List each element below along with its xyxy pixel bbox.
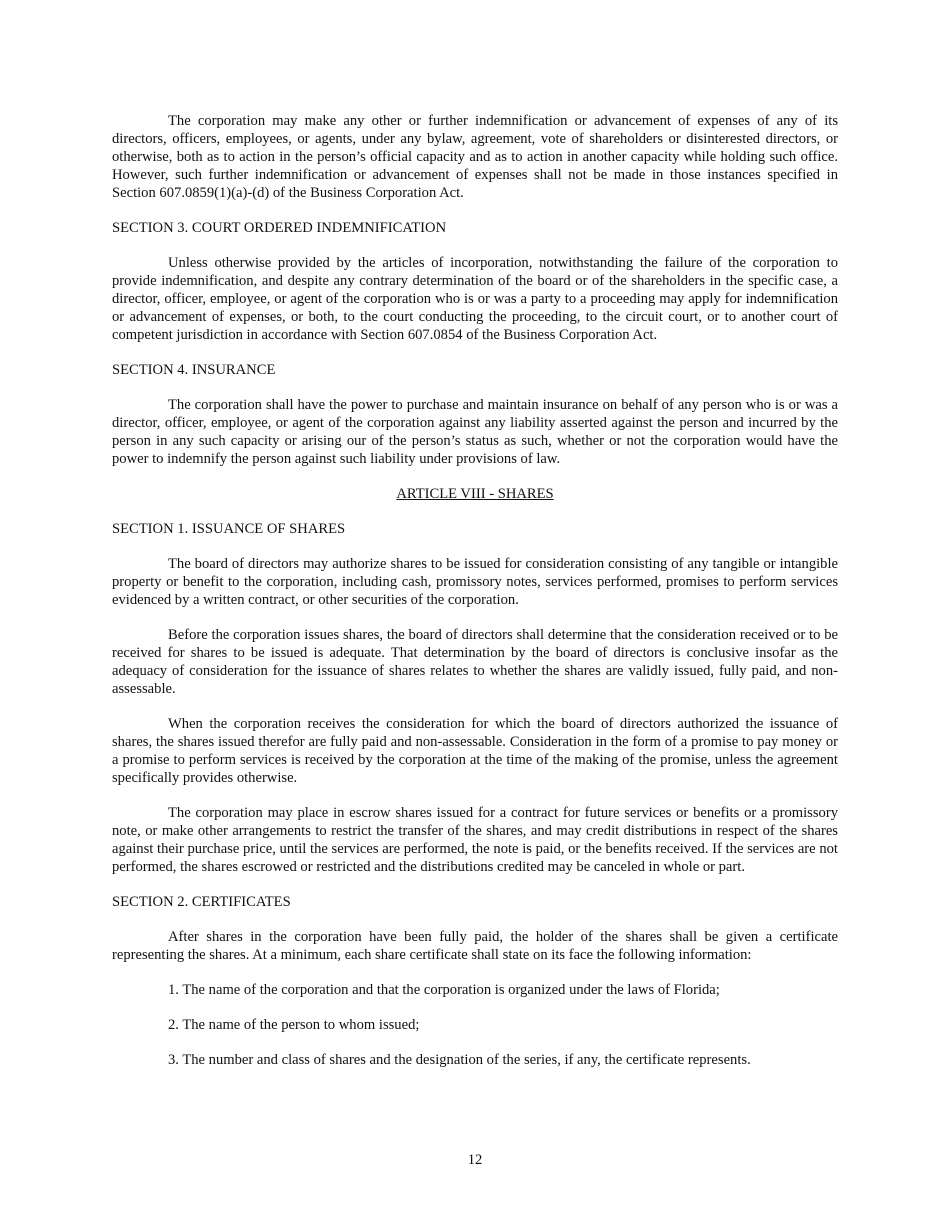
shares-section-1-paragraph-3: When the corporation receives the consideration for which the board of directors authorized the issuance of shares, the shares issued therefor are fully paid and non-assessable. Consideration in the form of a promise to pay money or a promise to perform services is received by the corporation at the time of the making of the promise, unless the agreement specifically provides otherwise. [112, 716, 838, 786]
shares-section-1-heading: SECTION 1. ISSUANCE OF SHARES [112, 521, 346, 537]
section-4-heading: SECTION 4. INSURANCE [112, 362, 276, 378]
page-number: 12 [467, 1152, 483, 1168]
section-4-paragraph: The corporation shall have the power to purchase and maintain insurance on behalf of any person who is or was a director, officer, employee, or agent of the corporation against any liability asserted against the person and incurred by the person in any such capacity or arising our of the person’s status as such, whether or not the corporation would have the power to indemnify the person against such liability under provisions of law. [112, 397, 838, 467]
shares-section-2-heading: SECTION 2. CERTIFICATES [112, 894, 291, 910]
shares-section-2-paragraph: After shares in the corporation have been fully paid, the holder of the shares shall be given a certificate representing the shares. At a minimum, each share certificate shall state on its face the following information: [112, 929, 838, 963]
document-page [112, 112, 838, 1086]
shares-section-1-paragraph-4: The corporation may place in escrow shares issued for a contract for future services or benefits or a promissory note, or make other arrangements to restrict the transfer of the shares, and may credit distributions in respect of the shares against their purchase price, until the services are performed, the note is paid, or the benefits received. If the services are not performed, the shares escrowed or restricted and the distributions credited may be canceled in whole or part. [112, 805, 838, 875]
section-3-heading: SECTION 3. COURT ORDERED INDEMNIFICATION [112, 220, 447, 236]
certificate-list-item: 3. The number and class of shares and the designation of the series, if any, the certificate represents. [168, 1052, 751, 1068]
shares-section-1-paragraph-2: Before the corporation issues shares, the board of directors shall determine that the consideration received or to be received for shares to be issued is adequate. That determination by the board of directors is conclusive insofar as the adequacy of consideration for the issuance of shares relates to whether the shares are validly issued, fully paid, and non-assessable. [112, 627, 838, 697]
article-viii-title: ARTICLE VIII - SHARES [396, 486, 554, 502]
shares-section-1-paragraph-1: The board of directors may authorize shares to be issued for consideration consisting of any tangible or intangible property or benefit to the corporation, including cash, promissory notes, services performed, promises to perform services evidenced by a written contract, or other securities of the corporation. [112, 556, 838, 608]
section-3-paragraph: Unless otherwise provided by the articles of incorporation, notwithstanding the failure of the corporation to provide indemnification, and despite any contrary determination of the board or of the shareholders in the specific case, a director, officer, employee, or agent of the corporation who is or was a party to a proceeding may apply for indemnification or advancement of expenses, or both, to the court conducting the proceeding, to the circuit court, or to another court of competent jurisdiction in accordance with Section 607.0854 of the Business Corporation Act. [112, 255, 838, 343]
indemnification-paragraph: The corporation may make any other or further indemnification or advancement of expenses of any of its directors, officers, employees, or agents, under any bylaw, agreement, vote of shareholders or disinterested directors, or otherwise, both as to action in the person’s official capacity and as to action in another capacity while holding such office. However, such further indemnification or advancement of expenses shall not be made in those instances specified in Section 607.0859(1)(a)-(d) of the Business Corporation Act. [112, 113, 838, 201]
certificate-list-item: 2. The name of the person to whom issued; [168, 1017, 420, 1033]
certificate-list-item: 1. The name of the corporation and that the corporation is organized under the laws of Florida; [168, 982, 720, 998]
